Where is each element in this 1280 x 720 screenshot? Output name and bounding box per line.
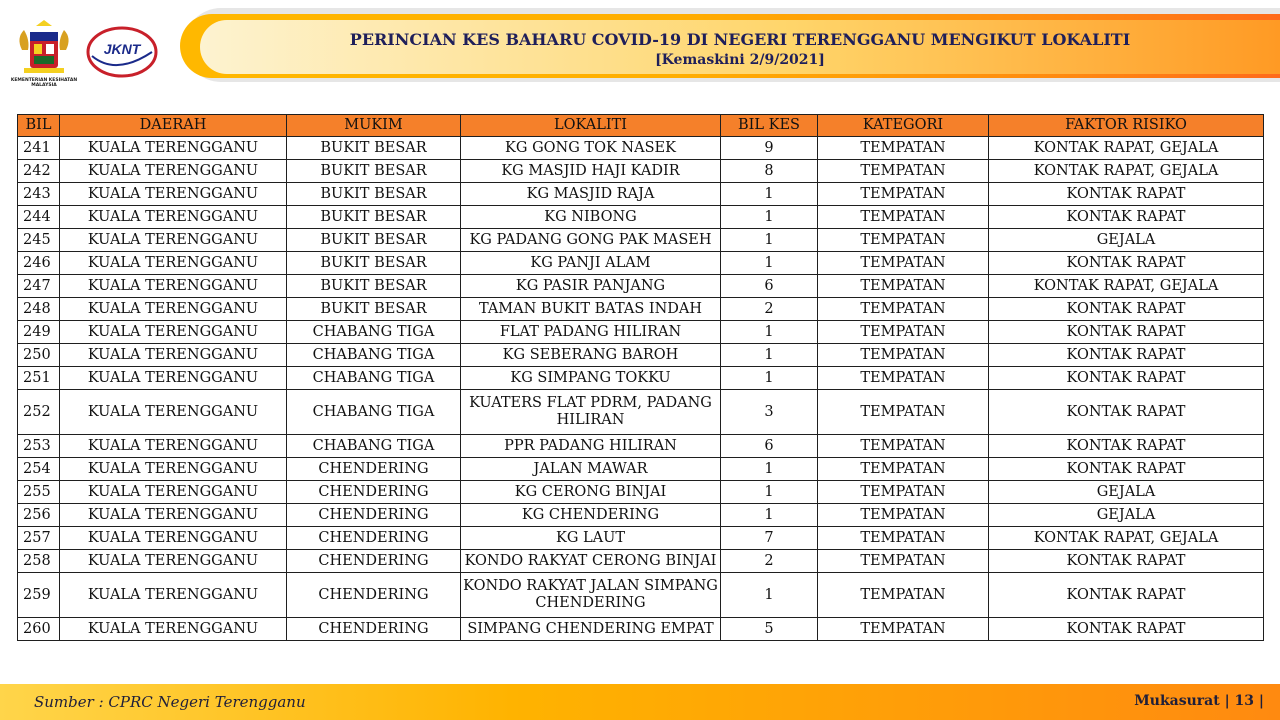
table-row [18, 344, 1264, 367]
col-header-bil: BIL [18, 115, 60, 137]
cell-kategori: TEMPATAN [818, 618, 989, 641]
cell-mukim: CHENDERING [287, 573, 461, 618]
cell-daerah: KUALA TERENGGANU [60, 206, 287, 229]
table-row [18, 229, 1264, 252]
table-row [18, 206, 1264, 229]
table-body [18, 137, 1264, 641]
cell-lokaliti: KG SIMPANG TOKKU [461, 367, 721, 390]
cell-mukim: CHABANG TIGA [287, 321, 461, 344]
cell-bil-kes: 6 [721, 275, 818, 298]
cell-lokaliti: KONDO RAKYAT JALAN SIMPANG CHENDERING [461, 573, 721, 618]
cell-daerah: KUALA TERENGGANU [60, 435, 287, 458]
cell-daerah: KUALA TERENGGANU [60, 321, 287, 344]
cell-faktor-risiko: KONTAK RAPAT [989, 618, 1264, 641]
col-header-faktor-risiko: FAKTOR RISIKO [989, 115, 1264, 137]
cell-daerah: KUALA TERENGGANU [60, 229, 287, 252]
cell-kategori: TEMPATAN [818, 252, 989, 275]
cell-lokaliti: KG PANJI ALAM [461, 252, 721, 275]
table-row [18, 367, 1264, 390]
cell-bil-kes: 6 [721, 435, 818, 458]
cell-daerah: KUALA TERENGGANU [60, 573, 287, 618]
table-row [18, 481, 1264, 504]
cell-mukim: BUKIT BESAR [287, 229, 461, 252]
cell-kategori: TEMPATAN [818, 137, 989, 160]
cell-mukim: CHABANG TIGA [287, 367, 461, 390]
cell-lokaliti: FLAT PADANG HILIRAN [461, 321, 721, 344]
cell-kategori: TEMPATAN [818, 550, 989, 573]
jknt-logo-text: JKNT [103, 41, 141, 57]
cell-faktor-risiko: GEJALA [989, 229, 1264, 252]
cell-faktor-risiko: KONTAK RAPAT, GEJALA [989, 160, 1264, 183]
table-row [18, 252, 1264, 275]
page-number: Mukasurat | 13 | [1134, 693, 1264, 709]
cell-mukim: CHABANG TIGA [287, 344, 461, 367]
cell-faktor-risiko: KONTAK RAPAT [989, 458, 1264, 481]
cell-faktor-risiko: KONTAK RAPAT [989, 183, 1264, 206]
cell-faktor-risiko: GEJALA [989, 504, 1264, 527]
cell-bil-kes: 2 [721, 550, 818, 573]
cell-mukim: CHENDERING [287, 504, 461, 527]
cell-mukim: BUKIT BESAR [287, 275, 461, 298]
cell-bil-kes: 3 [721, 390, 818, 435]
cell-bil-kes: 1 [721, 206, 818, 229]
cell-kategori: TEMPATAN [818, 160, 989, 183]
cell-kategori: TEMPATAN [818, 321, 989, 344]
cell-mukim: CHABANG TIGA [287, 435, 461, 458]
cell-mukim: CHENDERING [287, 618, 461, 641]
cell-daerah: KUALA TERENGGANU [60, 618, 287, 641]
cell-lokaliti: PPR PADANG HILIRAN [461, 435, 721, 458]
cell-daerah: KUALA TERENGGANU [60, 504, 287, 527]
table-row [18, 458, 1264, 481]
cell-bil: 255 [18, 481, 60, 504]
cell-lokaliti: TAMAN BUKIT BATAS INDAH [461, 298, 721, 321]
cell-daerah: KUALA TERENGGANU [60, 137, 287, 160]
table-header-row [18, 115, 1264, 137]
cell-mukim: BUKIT BESAR [287, 160, 461, 183]
table-row [18, 137, 1264, 160]
cell-mukim: CHABANG TIGA [287, 390, 461, 435]
cell-lokaliti: KG SEBERANG BAROH [461, 344, 721, 367]
cell-bil: 241 [18, 137, 60, 160]
kkm-logo-caption: KEMENTERIAN KESIHATAN MALAYSIA [10, 78, 78, 88]
cell-daerah: KUALA TERENGGANU [60, 298, 287, 321]
cell-faktor-risiko: KONTAK RAPAT [989, 367, 1264, 390]
cell-lokaliti: KONDO RAKYAT CERONG BINJAI [461, 550, 721, 573]
cell-bil: 248 [18, 298, 60, 321]
cell-bil-kes: 1 [721, 344, 818, 367]
slide-footer [0, 684, 1280, 720]
cell-bil-kes: 1 [721, 252, 818, 275]
cell-mukim: CHENDERING [287, 527, 461, 550]
cell-faktor-risiko: KONTAK RAPAT [989, 321, 1264, 344]
cell-faktor-risiko: KONTAK RAPAT, GEJALA [989, 527, 1264, 550]
cell-bil-kes: 1 [721, 183, 818, 206]
cell-mukim: BUKIT BESAR [287, 137, 461, 160]
table-row [18, 321, 1264, 344]
cell-lokaliti: KG GONG TOK NASEK [461, 137, 721, 160]
cell-bil: 250 [18, 344, 60, 367]
cell-faktor-risiko: GEJALA [989, 481, 1264, 504]
cell-bil: 249 [18, 321, 60, 344]
cell-mukim: BUKIT BESAR [287, 298, 461, 321]
col-header-mukim: MUKIM [287, 115, 461, 137]
jknt-logo [86, 26, 158, 78]
cell-daerah: KUALA TERENGGANU [60, 458, 287, 481]
cell-bil: 258 [18, 550, 60, 573]
cell-bil: 252 [18, 390, 60, 435]
cell-bil-kes: 1 [721, 321, 818, 344]
table-row [18, 573, 1264, 618]
cell-mukim: BUKIT BESAR [287, 183, 461, 206]
table-row [18, 435, 1264, 458]
cell-bil-kes: 1 [721, 229, 818, 252]
cell-kategori: TEMPATAN [818, 183, 989, 206]
cell-bil: 246 [18, 252, 60, 275]
cell-daerah: KUALA TERENGGANU [60, 367, 287, 390]
cell-kategori: TEMPATAN [818, 504, 989, 527]
cell-bil: 253 [18, 435, 60, 458]
table-row [18, 527, 1264, 550]
cell-bil: 260 [18, 618, 60, 641]
cell-lokaliti: KG CHENDERING [461, 504, 721, 527]
source-note: Sumber : CPRC Negeri Terengganu [34, 693, 306, 711]
cell-kategori: TEMPATAN [818, 435, 989, 458]
col-header-daerah: DAERAH [60, 115, 287, 137]
cell-faktor-risiko: KONTAK RAPAT [989, 206, 1264, 229]
cell-mukim: CHENDERING [287, 550, 461, 573]
cell-kategori: TEMPATAN [818, 458, 989, 481]
cell-lokaliti: KG NIBONG [461, 206, 721, 229]
col-header-bil-kes: BIL KES [721, 115, 818, 137]
table-row [18, 183, 1264, 206]
cell-mukim: BUKIT BESAR [287, 206, 461, 229]
cell-daerah: KUALA TERENGGANU [60, 160, 287, 183]
cell-faktor-risiko: KONTAK RAPAT [989, 298, 1264, 321]
cell-kategori: TEMPATAN [818, 275, 989, 298]
cell-daerah: KUALA TERENGGANU [60, 481, 287, 504]
cell-lokaliti: KUATERS FLAT PDRM, PADANG HILIRAN [461, 390, 721, 435]
cell-bil: 256 [18, 504, 60, 527]
table-row [18, 504, 1264, 527]
cell-bil-kes: 1 [721, 573, 818, 618]
cell-faktor-risiko: KONTAK RAPAT, GEJALA [989, 137, 1264, 160]
cell-daerah: KUALA TERENGGANU [60, 550, 287, 573]
cell-lokaliti: JALAN MAWAR [461, 458, 721, 481]
page-title: PERINCIAN KES BAHARU COVID-19 DI NEGERI TERENGGANU MENGIKUT LOKALITI [349, 30, 1131, 49]
cell-daerah: KUALA TERENGGANU [60, 344, 287, 367]
table-row [18, 275, 1264, 298]
cell-kategori: TEMPATAN [818, 481, 989, 504]
cell-faktor-risiko: KONTAK RAPAT [989, 390, 1264, 435]
cell-kategori: TEMPATAN [818, 206, 989, 229]
cell-bil: 244 [18, 206, 60, 229]
cell-bil-kes: 5 [721, 618, 818, 641]
cell-faktor-risiko: KONTAK RAPAT [989, 252, 1264, 275]
cell-lokaliti: KG PADANG GONG PAK MASEH [461, 229, 721, 252]
col-header-kategori: KATEGORI [818, 115, 989, 137]
cell-lokaliti: SIMPANG CHENDERING EMPAT [461, 618, 721, 641]
cell-kategori: TEMPATAN [818, 344, 989, 367]
cell-daerah: KUALA TERENGGANU [60, 183, 287, 206]
cell-bil-kes: 1 [721, 367, 818, 390]
cell-bil-kes: 1 [721, 458, 818, 481]
cell-lokaliti: KG CERONG BINJAI [461, 481, 721, 504]
cell-kategori: TEMPATAN [818, 229, 989, 252]
cell-bil: 259 [18, 573, 60, 618]
cell-bil-kes: 1 [721, 504, 818, 527]
cell-lokaliti: KG MASJID RAJA [461, 183, 721, 206]
cell-bil-kes: 8 [721, 160, 818, 183]
cell-faktor-risiko: KONTAK RAPAT [989, 550, 1264, 573]
table-row [18, 550, 1264, 573]
cell-mukim: BUKIT BESAR [287, 252, 461, 275]
slide-header [0, 0, 1280, 100]
table-row [18, 160, 1264, 183]
cell-bil: 242 [18, 160, 60, 183]
cell-daerah: KUALA TERENGGANU [60, 527, 287, 550]
cell-daerah: KUALA TERENGGANU [60, 275, 287, 298]
cell-lokaliti: KG MASJID HAJI KADIR [461, 160, 721, 183]
cell-faktor-risiko: KONTAK RAPAT [989, 435, 1264, 458]
cell-bil-kes: 2 [721, 298, 818, 321]
col-header-lokaliti: LOKALITI [461, 115, 721, 137]
cell-bil-kes: 1 [721, 481, 818, 504]
cell-kategori: TEMPATAN [818, 527, 989, 550]
cell-bil-kes: 7 [721, 527, 818, 550]
cell-daerah: KUALA TERENGGANU [60, 390, 287, 435]
table-row [18, 390, 1264, 435]
cell-bil: 243 [18, 183, 60, 206]
cell-bil: 257 [18, 527, 60, 550]
cell-faktor-risiko: KONTAK RAPAT [989, 344, 1264, 367]
cell-lokaliti: KG LAUT [461, 527, 721, 550]
cell-kategori: TEMPATAN [818, 298, 989, 321]
table-row [18, 618, 1264, 641]
page-subtitle: [Kemaskini 2/9/2021] [655, 52, 825, 68]
cell-bil: 247 [18, 275, 60, 298]
cell-mukim: CHENDERING [287, 481, 461, 504]
table-row [18, 298, 1264, 321]
cell-kategori: TEMPATAN [818, 367, 989, 390]
cell-bil-kes: 9 [721, 137, 818, 160]
cell-daerah: KUALA TERENGGANU [60, 252, 287, 275]
cases-table [17, 114, 1264, 641]
cell-mukim: CHENDERING [287, 458, 461, 481]
cell-faktor-risiko: KONTAK RAPAT [989, 573, 1264, 618]
cell-kategori: TEMPATAN [818, 390, 989, 435]
cell-lokaliti: KG PASIR PANJANG [461, 275, 721, 298]
cell-bil: 254 [18, 458, 60, 481]
cell-bil: 245 [18, 229, 60, 252]
cell-bil: 251 [18, 367, 60, 390]
cell-kategori: TEMPATAN [818, 573, 989, 618]
cell-faktor-risiko: KONTAK RAPAT, GEJALA [989, 275, 1264, 298]
